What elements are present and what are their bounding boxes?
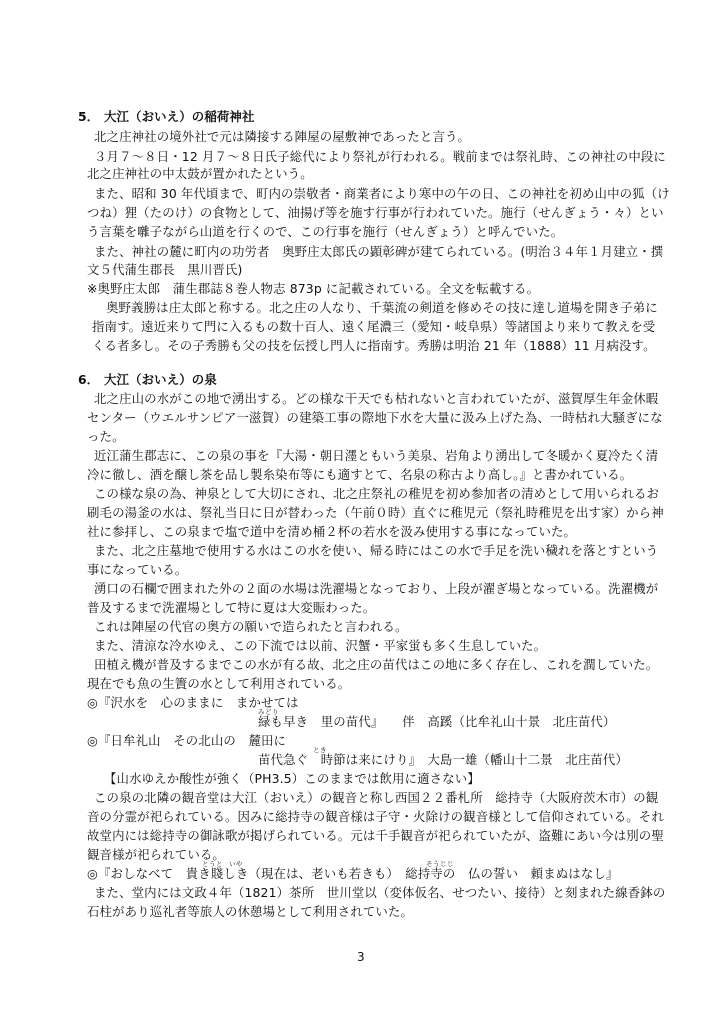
paragraph-line: これは陣屋の代官の奥方の願いで造られたと言われる。	[94, 619, 408, 634]
poem-line: ◎『沢水を 心のままに まかせては	[87, 695, 299, 710]
paragraph-line: また、昭和 30 年代頃まで、町内の崇敬者・商業者により寒中の午の日、この神社を初め山中の狐（け	[94, 186, 670, 201]
ruby-annotation: みどり	[258, 708, 279, 716]
paragraph-line: センター（ウエルサンピア一滋賀）の建築工事の際地下水を大量に汲み上げた為、一時枯れ大騒ぎにな	[87, 410, 663, 425]
ruby-annotation: そうじじ	[426, 860, 454, 868]
ruby-annotation: とうと	[202, 860, 223, 868]
section-number: 6．	[78, 372, 100, 387]
paragraph-line: 北之庄神社の中太鼓が置かれたという。	[87, 166, 313, 181]
paragraph-line: 社に参拝し、この泉まで塩で道中を清め桶２杯の若水を汲み使用する事になっていた。	[87, 524, 577, 539]
note-line: 【山水ゆえか酸性が強く（PH3.5）このままでは飲用に適さない】	[104, 771, 480, 786]
page-number: 3	[357, 950, 365, 964]
ruby-annotation: とき	[313, 746, 327, 754]
paragraph-line: つね）狸（たのけ）の食物として、油揚げ等を施す行事が行われていた。施行（せんぎょう・々）とい	[87, 205, 664, 220]
paragraph-line: 文５代蒲生郡長 黒川晋氏)	[87, 262, 243, 277]
poem-line: 苗代急ぐ 時節は来にけり』 大島一雄（幡山十二景 北庄苗代）	[258, 752, 629, 767]
quote-line: 奥野義勝は庄太郎と称する。北之庄の人なり、千葉流の剣道を修めその技に達し道場を開き子弟に	[106, 300, 658, 315]
quote-line: くる者多し。その子秀勝も父の技を伝授し門人に指南す。秀勝は明治 21 年（1888）11 月病没す。	[92, 338, 656, 353]
paragraph-line: 音の分霊が祀られている。因みに総持寺の観音様は子守・火除けの観音様として信仰されている。それ	[87, 809, 664, 824]
poem-line: ◎『日牟礼山 その北山の 麓田に	[87, 733, 287, 748]
paragraph-line: 刷毛の湯釜の水は、祭礼当日に日が替わった（午前０時）直ぐに稚児元（祭礼時稚児を出す家）から神	[87, 505, 664, 520]
paragraph-line: 北之庄山の水がこの地で湧出する。どの様な干天でも枯れないと言われていたが、滋賀厚生年金休暇	[94, 391, 659, 406]
paragraph-line: 事になっている。	[87, 562, 188, 577]
quote-line: 指南す。遠近来りて門に入るもの数十百人、遠く尾濃三（愛知・岐阜県）等諸国より来りて教えを受	[92, 319, 656, 334]
paragraph-line: 現在でも魚の生簀の水として利用されている。	[87, 676, 351, 691]
paragraph-line: う言葉を囃子ながら山道を行くので、この行事を施行（せんぎょう）と呼んでいた。	[87, 224, 564, 239]
paragraph-line: 故堂内には総持寺の御詠歌が掲げられている。元は千手観音が祀られていたが、盗難にあい今は別の聖	[87, 828, 664, 843]
paragraph-line: また、清涼な冷水ゆえ、この下流では以前、沢蟹・平家蛍も多く生息していた。	[94, 638, 547, 653]
paragraph-line: この泉の北隣の観音堂は大江（おいえ）の観音と称し西国２２番札所 総持寺（大阪府茨木市）の観	[94, 790, 659, 805]
section-title: 大江（おいえ）の稲荷神社	[104, 109, 255, 124]
section-number: 5．	[78, 109, 100, 124]
paragraph-line: また、堂内には文政４年（1821）茶所 世川堂以（変体仮名、せつたい、接待）と刻まれた線香鉢の	[94, 885, 666, 900]
note-line: ※奥野庄太郎 蒲生郡誌８巻人物志 873p に記載されている。全文を転載する。	[87, 281, 540, 296]
paragraph-line: 冷に徹し、酒を醸し茶を品し製糸染布等にも適すとて、名泉の称古より高し。』と書かれている。	[87, 467, 633, 482]
paragraph-line: ３月７～８日・12 月７～８日氏子総代により祭礼が行われる。戦前までは祭礼時、この神社の中段に	[94, 149, 666, 164]
paragraph-line: 近江蒲生郡志に、この泉の事を『大湯・朝日濹ともいう美泉、岩角より湧出して冬暖かく夏冷たく清	[94, 448, 659, 463]
poem-line: 緑も早き 里の苗代』 伴 高蹊（比牟礼山十景 北庄苗代）	[258, 714, 616, 729]
ruby-annotation: いや	[229, 860, 243, 868]
paragraph-line: 田植え機が普及するまでこの水が有る故、北之庄の苗代はこの地に多く存在し、これを潤していた。	[94, 657, 659, 672]
paragraph-line: 北之庄神社の境外社で元は隣接する陣屋の屋敷神であったと言う。	[94, 129, 471, 144]
poem-line: ◎『おしなべて 貴き賤しき（現在は、老いも若きも） 総持寺の 仏の誓い 頼まぬはなし』	[87, 866, 619, 881]
paragraph-line: 普及するまで洗濯場として特に夏は大変賑わった。	[87, 600, 376, 615]
paragraph-line: 湧口の石欄で囲まれた外の２面の水場は洗濯場となっており、上段が濯ぎ場となっている。洗濯機が	[94, 581, 659, 596]
section-title: 大江（おいえ）の泉	[104, 372, 217, 387]
paragraph-line: この様な泉の為、神泉として大切にされ、北之庄祭礼の稚児を初め参加者の清めとして用いられるお	[94, 486, 660, 501]
paragraph-line: 観音様が祀られている。	[87, 847, 225, 862]
paragraph-line: 石柱があり巡礼者等旅人の休憩場として利用されていた。	[87, 904, 414, 919]
paragraph-line: また、神社の麓に町内の功労者 奥野庄太郎氏の顕彰碑が建てられている。(明治３４年１月建立・撰	[94, 244, 664, 259]
paragraph-line: った。	[87, 429, 125, 444]
paragraph-line: また、北之庄墓地で使用する水はこの水を使い、帰る時にはこの水で手足を洗い穢れを落とすという	[94, 543, 659, 558]
